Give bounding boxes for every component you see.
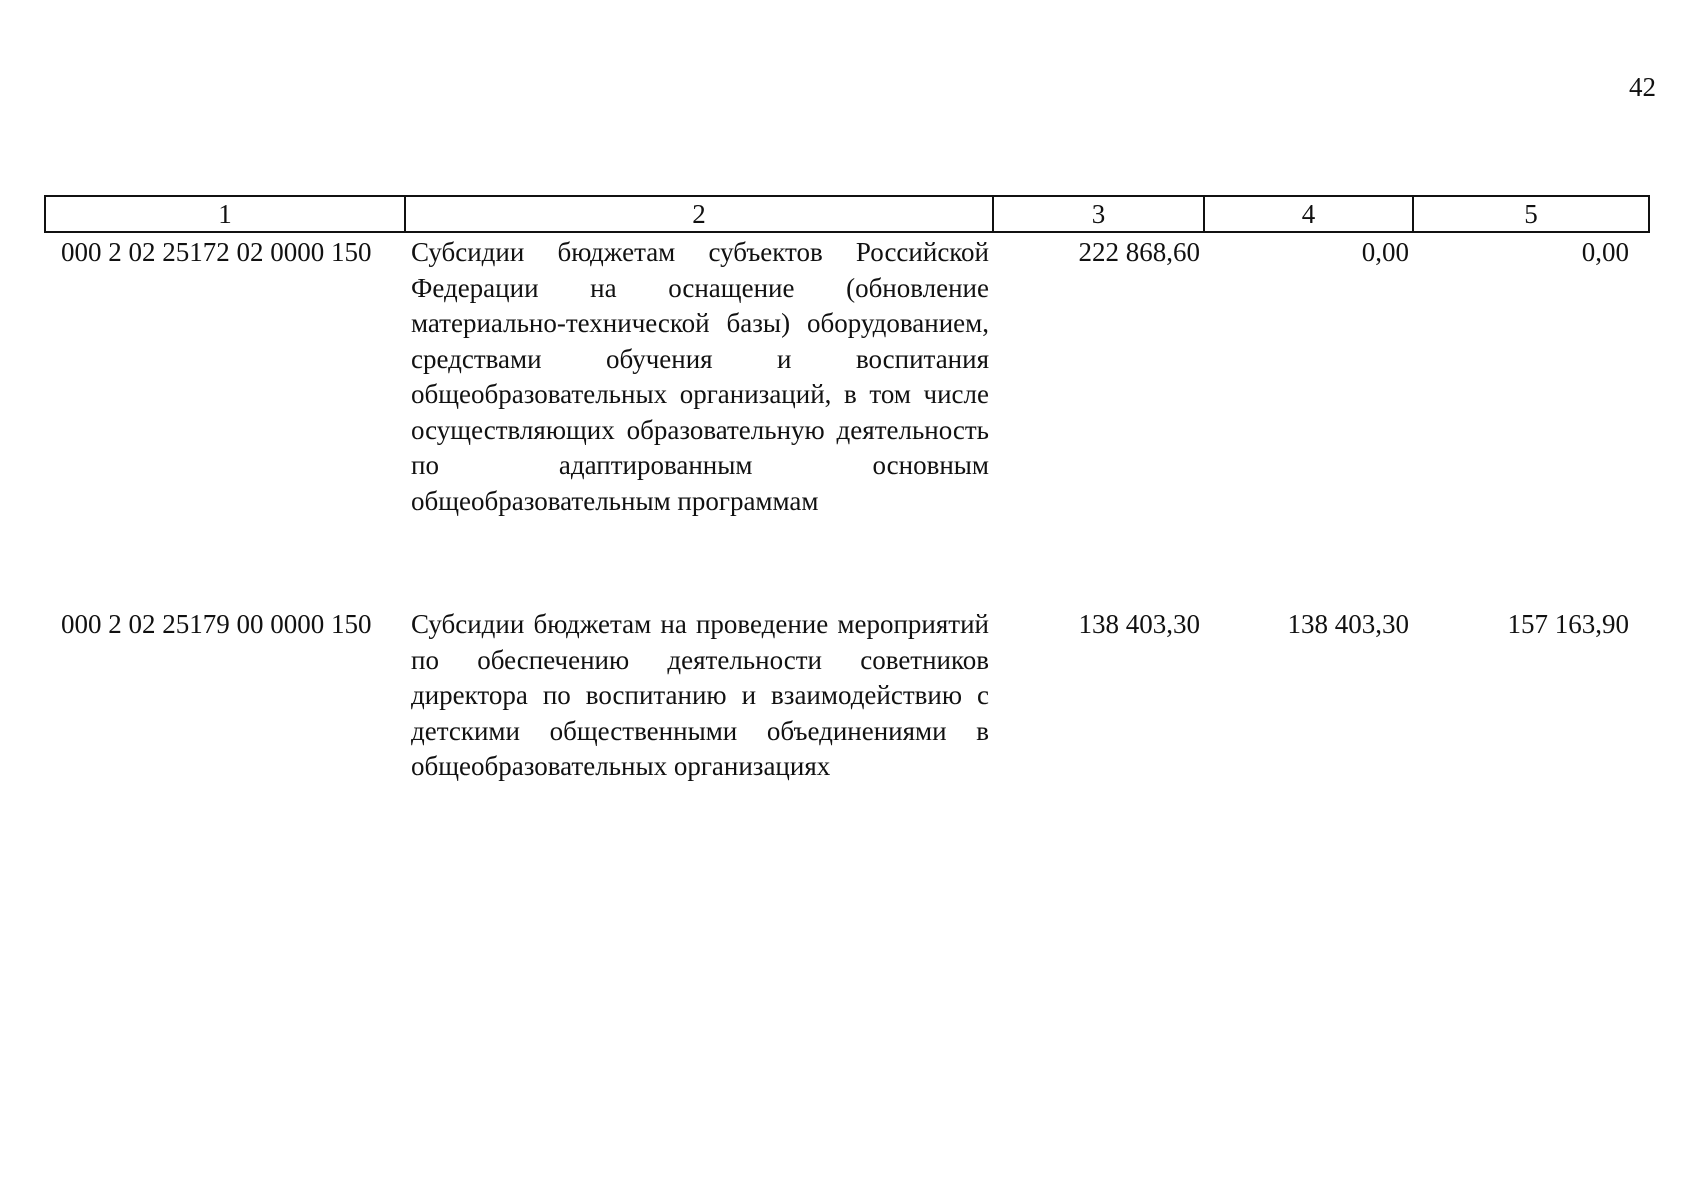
table-row <box>45 605 1649 805</box>
budget-table <box>44 195 1650 805</box>
column-header-2: 2 <box>405 196 993 232</box>
row-description: Субсидии бюджетам на проведение мероприятий по обеспечению деятельности советников директора по воспитанию и взаимодействию с детскими общественными объединениями в общеобразовательных организациях <box>411 609 989 781</box>
value-column-5: 157 163,90 <box>1507 609 1629 639</box>
page-number: 42 <box>1629 72 1656 102</box>
value-column-5: 0,00 <box>1581 237 1629 267</box>
value-column-3: 222 868,60 <box>1078 237 1200 267</box>
column-header-3: 3 <box>993 196 1204 232</box>
value-column-4: 0,00 <box>1361 237 1409 267</box>
column-header-1: 1 <box>45 196 405 232</box>
value-column-4: 138 403,30 <box>1287 609 1409 639</box>
table-row <box>45 232 1649 605</box>
table-header-row <box>45 196 1649 232</box>
column-header-4: 4 <box>1204 196 1413 232</box>
budget-code: 000 2 02 25179 00 0000 150 <box>61 609 372 639</box>
column-header-5: 5 <box>1413 196 1649 232</box>
row-description: Субсидии бюджетам субъектов Российской Федерации на оснащение (обновление материально-технической базы) оборудованием, средствами обучения и воспитания общеобразовательных организаций, в том числе осуществляющих образовательную деятельность по адаптированным основным общеобразовательным программам <box>411 237 989 516</box>
value-column-3: 138 403,30 <box>1078 609 1200 639</box>
budget-code: 000 2 02 25172 02 0000 150 <box>61 237 372 267</box>
